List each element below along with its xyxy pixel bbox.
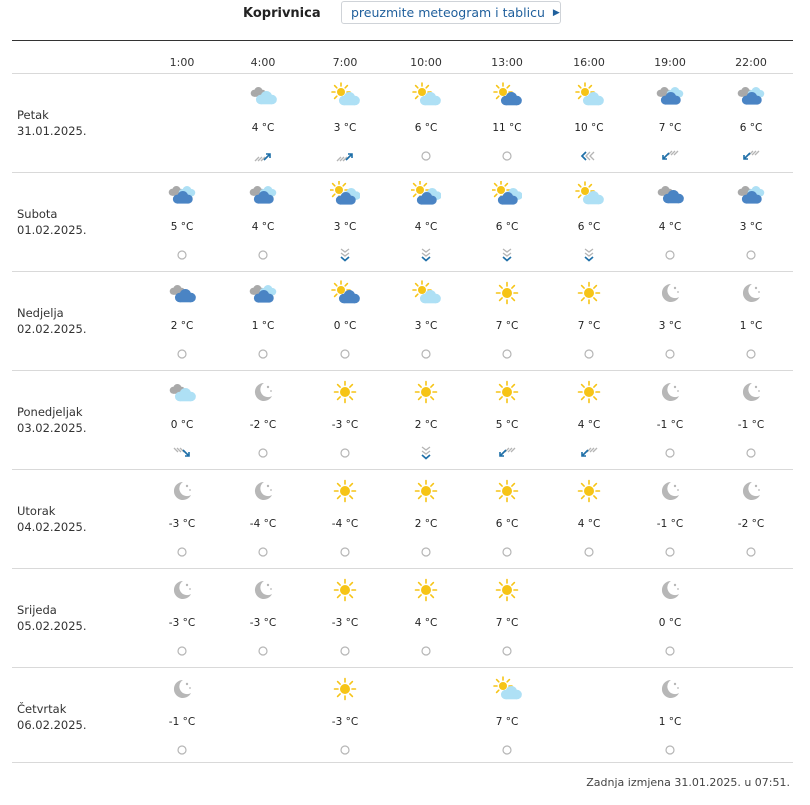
sun-cloudy-icon <box>330 181 360 207</box>
moon-icon <box>655 280 685 306</box>
day-label <box>17 107 87 139</box>
forecast-cell[interactable] <box>391 173 461 272</box>
sun-cloud-icon <box>411 82 441 108</box>
hour-label: 10:00 <box>410 56 442 69</box>
moon-icon <box>736 379 766 405</box>
day-date: 31.01.2025. <box>17 124 87 138</box>
sun-icon <box>492 577 522 603</box>
forecast-cell[interactable] <box>147 470 217 569</box>
forecast-cell[interactable] <box>554 272 624 371</box>
temperature-value: 0 °C <box>333 320 357 332</box>
moon-icon <box>248 577 278 603</box>
moon-icon <box>167 577 197 603</box>
temperature-value: 1 °C <box>739 320 763 332</box>
sun-icon <box>574 379 604 405</box>
forecast-cell[interactable] <box>472 470 542 569</box>
calm-icon <box>416 346 436 360</box>
temperature-value: 0 °C <box>170 419 194 431</box>
day-label <box>17 701 87 733</box>
forecast-cell[interactable] <box>147 272 217 371</box>
forecast-cell[interactable] <box>310 668 380 767</box>
day-name: Četvrtak <box>17 702 67 716</box>
meteogram-download-button[interactable] <box>341 1 561 24</box>
sun-icon <box>411 478 441 504</box>
calm-icon <box>253 346 273 360</box>
forecast-cell[interactable] <box>472 668 542 767</box>
day-label <box>17 305 87 337</box>
sun-icon <box>411 577 441 603</box>
last-modified-note: Zadnja izmjena 31.01.2025. u 07:51. <box>586 776 790 789</box>
temperature-value: 7 °C <box>495 617 519 629</box>
temperature-value: 5 °C <box>170 221 194 233</box>
wind-se-icon <box>172 445 192 459</box>
hour-label: 4:00 <box>250 56 276 69</box>
forecast-cell[interactable] <box>147 371 217 470</box>
day-date: 04.02.2025. <box>17 520 87 534</box>
calm-icon <box>660 643 680 657</box>
temperature-value: -1 °C <box>168 716 196 728</box>
forecast-cell[interactable] <box>228 74 298 173</box>
sun-dark-cloud-icon <box>330 280 360 306</box>
day-name: Petak <box>17 108 49 122</box>
day-name: Srijeda <box>17 603 57 617</box>
sun-icon <box>330 478 360 504</box>
sun-icon <box>492 478 522 504</box>
moon-icon <box>248 478 278 504</box>
temperature-value: -3 °C <box>331 419 359 431</box>
forecast-cell[interactable] <box>635 668 705 767</box>
partly-dark-cloud-icon <box>655 181 685 207</box>
temperature-value: 4 °C <box>414 617 438 629</box>
moon-icon <box>736 478 766 504</box>
temperature-value: 1 °C <box>658 716 682 728</box>
day-label <box>17 602 87 634</box>
forecast-cell[interactable] <box>147 569 217 668</box>
forecast-cell[interactable] <box>716 173 786 272</box>
sun-icon <box>492 280 522 306</box>
temperature-value: -3 °C <box>331 617 359 629</box>
sun-cloudy-icon <box>411 181 441 207</box>
hour-label: 13:00 <box>491 56 523 69</box>
forecast-cell[interactable] <box>391 371 461 470</box>
header-divider <box>12 40 793 41</box>
calm-icon <box>497 643 517 657</box>
header <box>0 0 810 40</box>
calm-icon <box>660 247 680 261</box>
forecast-cell[interactable] <box>635 371 705 470</box>
calm-icon <box>172 544 192 558</box>
temperature-value: 4 °C <box>251 122 275 134</box>
forecast-cell[interactable] <box>228 470 298 569</box>
temperature-value: -4 °C <box>249 518 277 530</box>
calm-icon <box>741 445 761 459</box>
forecast-cell[interactable] <box>716 371 786 470</box>
temperature-value: -3 °C <box>168 617 196 629</box>
temperature-value: 6 °C <box>414 122 438 134</box>
temperature-value: 7 °C <box>658 122 682 134</box>
calm-icon <box>172 643 192 657</box>
calm-icon <box>253 445 273 459</box>
hour-label: 1:00 <box>169 56 195 69</box>
temperature-value: -1 °C <box>737 419 765 431</box>
day-row <box>0 470 810 569</box>
temperature-value: 3 °C <box>658 320 682 332</box>
sun-icon <box>411 379 441 405</box>
sun-cloud-icon <box>411 280 441 306</box>
sun-icon <box>574 280 604 306</box>
wind-w-icon <box>579 148 599 162</box>
temperature-value: 3 °C <box>333 122 357 134</box>
temperature-value: -1 °C <box>656 419 684 431</box>
temperature-value: -3 °C <box>249 617 277 629</box>
forecast-cell[interactable] <box>391 74 461 173</box>
calm-icon <box>660 544 680 558</box>
sun-icon <box>492 379 522 405</box>
forecast-cell[interactable] <box>391 569 461 668</box>
sun-icon <box>330 577 360 603</box>
day-label <box>17 404 87 436</box>
day-date: 02.02.2025. <box>17 322 87 336</box>
calm-icon <box>741 346 761 360</box>
temperature-value: 4 °C <box>577 419 601 431</box>
temperature-value: 4 °C <box>251 221 275 233</box>
temperature-value: 3 °C <box>414 320 438 332</box>
day-name: Utorak <box>17 504 56 518</box>
temperature-value: 5 °C <box>495 419 519 431</box>
row-divider <box>12 762 793 763</box>
calm-icon <box>579 346 599 360</box>
partly-cloudy-icon <box>248 82 278 108</box>
moon-icon <box>736 280 766 306</box>
sun-cloud-icon <box>492 676 522 702</box>
sun-cloudy-icon <box>492 181 522 207</box>
day-label <box>17 503 87 535</box>
moon-icon <box>248 379 278 405</box>
moon-icon <box>167 676 197 702</box>
calm-icon <box>416 643 436 657</box>
day-row <box>0 173 810 272</box>
forecast-cell[interactable] <box>310 371 380 470</box>
temperature-value: 4 °C <box>658 221 682 233</box>
cloudy-icon <box>248 181 278 207</box>
calm-icon <box>335 742 355 756</box>
calm-icon <box>172 247 192 261</box>
calm-icon <box>253 544 273 558</box>
sun-cloud-icon <box>330 82 360 108</box>
temperature-value: 2 °C <box>414 419 438 431</box>
temperature-value: -4 °C <box>331 518 359 530</box>
wind-s-icon <box>416 445 436 459</box>
day-row <box>0 668 810 767</box>
forecast-cell[interactable] <box>635 272 705 371</box>
calm-icon <box>253 247 273 261</box>
day-date: 03.02.2025. <box>17 421 87 435</box>
temperature-value: -3 °C <box>168 518 196 530</box>
forecast-cell[interactable] <box>310 569 380 668</box>
sun-cloud-icon <box>574 82 604 108</box>
day-row <box>0 371 810 470</box>
forecast-cell[interactable] <box>472 74 542 173</box>
wind-sw-icon <box>741 148 761 162</box>
wind-ne-icon <box>253 148 273 162</box>
hour-header-row <box>0 56 810 72</box>
day-date: 01.02.2025. <box>17 223 87 237</box>
forecast-cell[interactable] <box>147 173 217 272</box>
temperature-value: -2 °C <box>737 518 765 530</box>
sun-icon <box>330 379 360 405</box>
calm-icon <box>497 346 517 360</box>
temperature-value: 11 °C <box>492 122 522 134</box>
forecast-cell[interactable] <box>472 569 542 668</box>
day-name: Ponedjeljak <box>17 405 83 419</box>
temperature-value: 2 °C <box>170 320 194 332</box>
wind-s-icon <box>579 247 599 261</box>
temperature-value: 7 °C <box>495 320 519 332</box>
temperature-value: 7 °C <box>577 320 601 332</box>
forecast-cell[interactable] <box>554 74 624 173</box>
day-date: 05.02.2025. <box>17 619 87 633</box>
partly-cloudy-icon <box>167 379 197 405</box>
wind-s-icon <box>497 247 517 261</box>
calm-icon <box>335 544 355 558</box>
sun-icon <box>330 676 360 702</box>
city-name: Koprivnica <box>243 6 321 21</box>
calm-icon <box>253 643 273 657</box>
temperature-value: 4 °C <box>577 518 601 530</box>
forecast-cell[interactable] <box>472 173 542 272</box>
forecast-cell[interactable] <box>635 569 705 668</box>
temperature-value: 4 °C <box>414 221 438 233</box>
sun-dark-cloud-icon <box>492 82 522 108</box>
forecast-cell[interactable] <box>391 470 461 569</box>
calm-icon <box>497 544 517 558</box>
partly-dark-cloud-icon <box>167 280 197 306</box>
forecast-cell[interactable] <box>310 74 380 173</box>
calm-icon <box>497 148 517 162</box>
temperature-value: -2 °C <box>249 419 277 431</box>
caret-right-icon: ▶ <box>552 7 560 18</box>
temperature-value: 7 °C <box>495 716 519 728</box>
wind-ne-icon <box>335 148 355 162</box>
hour-label: 19:00 <box>654 56 686 69</box>
meteogram-button-label: preuzmite meteogram i tablicu <box>351 5 545 20</box>
temperature-value: 3 °C <box>333 221 357 233</box>
calm-icon <box>660 445 680 459</box>
day-name: Subota <box>17 207 58 221</box>
forecast-cell[interactable] <box>554 371 624 470</box>
cloudy-icon <box>248 280 278 306</box>
temperature-value: 2 °C <box>414 518 438 530</box>
calm-icon <box>416 544 436 558</box>
wind-sw-icon <box>497 445 517 459</box>
calm-icon <box>741 544 761 558</box>
temperature-value: 3 °C <box>739 221 763 233</box>
cloudy-icon <box>736 82 766 108</box>
hour-label: 22:00 <box>735 56 767 69</box>
forecast-cell[interactable] <box>147 668 217 767</box>
temperature-value: 6 °C <box>739 122 763 134</box>
day-row <box>0 74 810 173</box>
day-row <box>0 272 810 371</box>
forecast-cell[interactable] <box>635 470 705 569</box>
forecast-cell[interactable] <box>716 470 786 569</box>
calm-icon <box>660 346 680 360</box>
wind-s-icon <box>335 247 355 261</box>
temperature-value: -3 °C <box>331 716 359 728</box>
sun-cloud-icon <box>574 181 604 207</box>
forecast-cell[interactable] <box>228 173 298 272</box>
temperature-value: 6 °C <box>577 221 601 233</box>
hour-label: 7:00 <box>332 56 358 69</box>
forecast-cell[interactable] <box>228 569 298 668</box>
forecast-cell[interactable] <box>228 272 298 371</box>
calm-icon <box>497 742 517 756</box>
wind-sw-icon <box>660 148 680 162</box>
forecast-cell[interactable] <box>310 470 380 569</box>
calm-icon <box>172 346 192 360</box>
moon-icon <box>655 478 685 504</box>
forecast-cell[interactable] <box>310 173 380 272</box>
calm-icon <box>416 148 436 162</box>
cloudy-icon <box>655 82 685 108</box>
forecast-cell[interactable] <box>635 173 705 272</box>
forecast-cell[interactable] <box>554 173 624 272</box>
calm-icon <box>335 643 355 657</box>
wind-sw-icon <box>579 445 599 459</box>
calm-icon <box>335 445 355 459</box>
hour-label: 16:00 <box>573 56 605 69</box>
moon-icon <box>167 478 197 504</box>
temperature-value: 6 °C <box>495 221 519 233</box>
day-row <box>0 569 810 668</box>
cloudy-icon <box>736 181 766 207</box>
calm-icon <box>579 544 599 558</box>
temperature-value: 6 °C <box>495 518 519 530</box>
moon-icon <box>655 676 685 702</box>
moon-icon <box>655 379 685 405</box>
cloudy-icon <box>167 181 197 207</box>
forecast-cell[interactable] <box>554 470 624 569</box>
day-label <box>17 206 87 238</box>
calm-icon <box>741 247 761 261</box>
calm-icon <box>660 742 680 756</box>
calm-icon <box>335 346 355 360</box>
forecast-cell[interactable] <box>716 272 786 371</box>
forecast-cell[interactable] <box>391 272 461 371</box>
forecast-cell[interactable] <box>472 272 542 371</box>
temperature-value: 0 °C <box>658 617 682 629</box>
forecast-cell[interactable] <box>228 371 298 470</box>
forecast-cell[interactable] <box>716 74 786 173</box>
day-name: Nedjelja <box>17 306 64 320</box>
temperature-value: 10 °C <box>574 122 604 134</box>
temperature-value: 1 °C <box>251 320 275 332</box>
forecast-cell[interactable] <box>635 74 705 173</box>
forecast-cell[interactable] <box>472 371 542 470</box>
temperature-value: -1 °C <box>656 518 684 530</box>
sun-icon <box>574 478 604 504</box>
calm-icon <box>172 742 192 756</box>
forecast-cell[interactable] <box>310 272 380 371</box>
day-date: 06.02.2025. <box>17 718 87 732</box>
moon-icon <box>655 577 685 603</box>
wind-s-icon <box>416 247 436 261</box>
